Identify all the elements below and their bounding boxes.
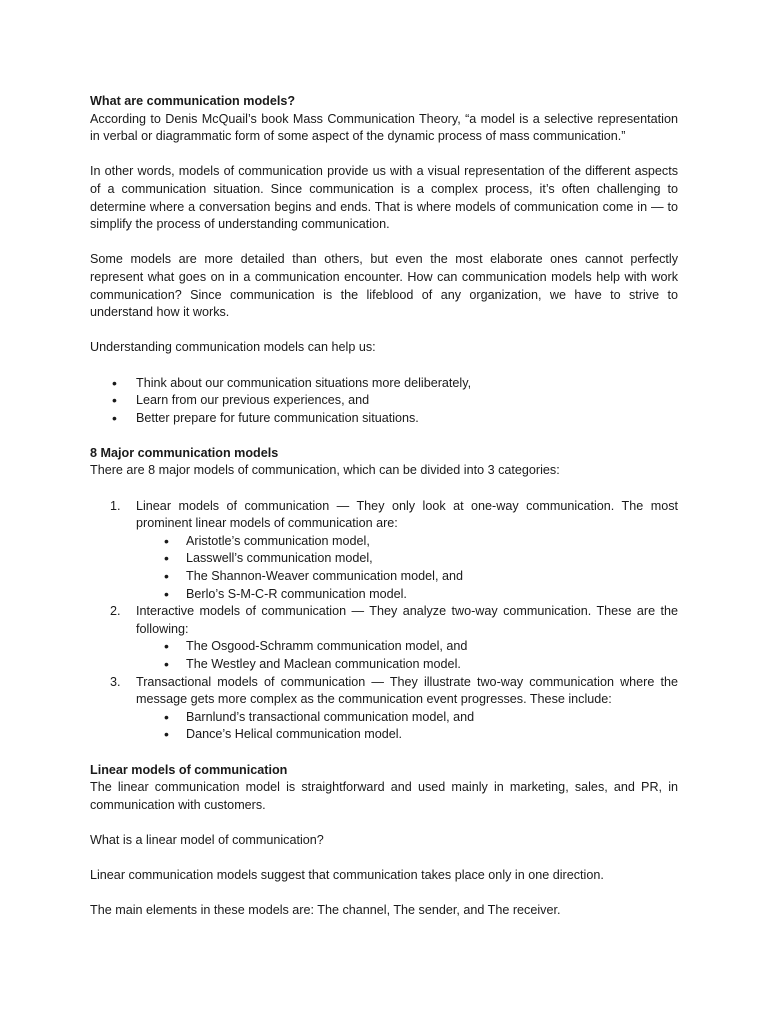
paragraph: Some models are more detailed than others, but even the most elaborate ones cannot perfectly represent what goes on in a communication encounter. How can communication models help with work communication? Since communication is the lifeblood of any organization, we have to strive to understand how it works. bbox=[90, 252, 678, 320]
section-heading-major-models: 8 Major communication models bbox=[90, 445, 279, 460]
list-item: • Aristotle’s communication model, bbox=[136, 533, 678, 551]
list-item: • Barnlund’s transactional communication model, and bbox=[136, 709, 678, 727]
list-number: 2. bbox=[110, 604, 121, 619]
paragraph: The linear communication model is straightforward and used mainly in marketing, sales, and PR, in communication with customers. bbox=[90, 780, 678, 812]
section-heading-what-are-models: What are communication models? bbox=[90, 94, 296, 108]
category-text: Transactional models of communication — They illustrate two-way communication where the message gets more complex as the communication event progresses. These include: bbox=[136, 674, 678, 707]
list-item: • The Osgood-Schramm communication model, and bbox=[136, 638, 678, 656]
paragraph: There are 8 major models of communication, which can be divided into 3 categories: bbox=[90, 463, 560, 478]
category-text: Linear models of communication — They only look at one-way communication. The most prominent linear models of communication are: bbox=[136, 498, 678, 531]
model-list bbox=[136, 533, 678, 603]
list-item: • The Shannon-Weaver communication model, and bbox=[136, 568, 678, 586]
benefits-list bbox=[90, 375, 678, 428]
list-item: • Learn from our previous experiences, and bbox=[90, 392, 678, 410]
category-item bbox=[90, 603, 678, 673]
paragraph: Linear communication models suggest that communication takes place only in one direction. bbox=[90, 868, 604, 883]
list-number: 1. bbox=[110, 498, 121, 513]
list-item: • Dance’s Helical communication model. bbox=[136, 726, 678, 744]
section-heading-linear-models: Linear models of communication bbox=[90, 762, 288, 777]
list-item: • Berlo’s S-M-C-R communication model. bbox=[136, 586, 678, 604]
categories-list bbox=[90, 498, 678, 744]
paragraph: What is a linear model of communication? bbox=[90, 832, 324, 847]
list-item: • The Westley and Maclean communication model. bbox=[136, 656, 678, 674]
list-item: • Better prepare for future communication situations. bbox=[90, 410, 678, 428]
category-text: Interactive models of communication — They analyze two-way communication. These are the following: bbox=[136, 604, 678, 636]
paragraph: The main elements in these models are: The channel, The sender, and The receiver. bbox=[90, 903, 561, 918]
category-item bbox=[90, 498, 678, 604]
list-number: 3. bbox=[110, 674, 121, 689]
paragraph: Understanding communication models can help us: bbox=[90, 340, 376, 355]
list-item: • Lasswell’s communication model, bbox=[136, 550, 678, 568]
category-item bbox=[90, 674, 678, 744]
paragraph: According to Denis McQuail’s book Mass Communication Theory, “a model is a selective representation in verbal or diagrammatic form of some aspect of the dynamic process of mass communication.” bbox=[90, 111, 678, 144]
document-page bbox=[90, 93, 678, 920]
model-list bbox=[136, 709, 678, 744]
model-list bbox=[136, 638, 678, 673]
paragraph: In other words, models of communication provide us with a visual representation of the different aspects of a communication situation. Since communication is a complex process, it’s often challenging to determine where a conversation begins and ends. That is where models of communication come in — to simplify the process of understanding communication. bbox=[90, 164, 678, 232]
list-item: • Think about our communication situations more deliberately, bbox=[90, 375, 678, 393]
